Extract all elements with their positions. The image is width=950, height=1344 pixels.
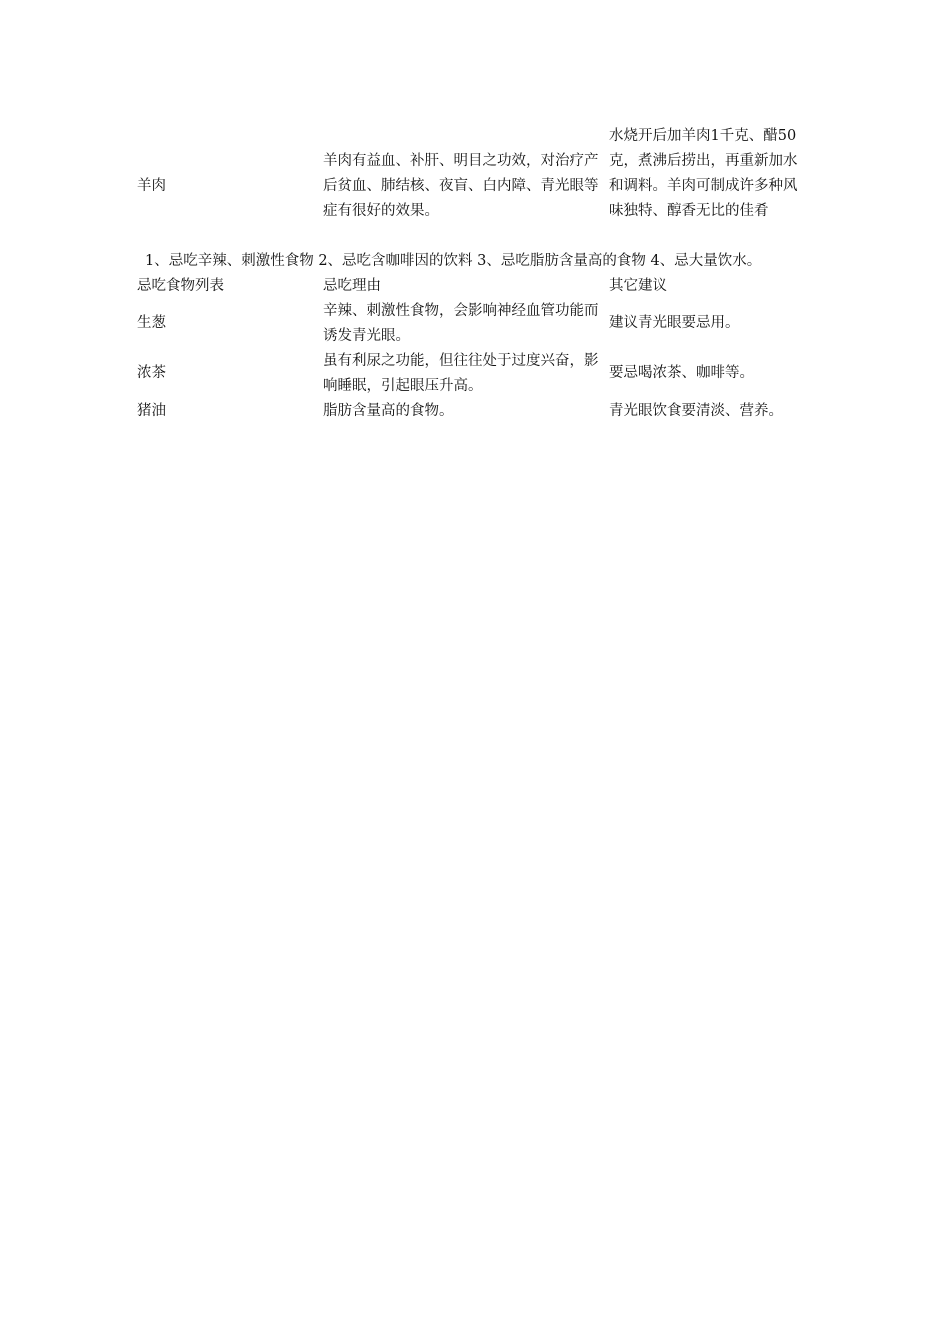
table-row-reason: 脂肪含量高的食物。 — [323, 403, 454, 419]
food-name-mutton: 羊肉 — [137, 178, 166, 194]
table-row-advice: 青光眼饮食要清淡、营养。 — [609, 403, 783, 419]
table-header-reason: 忌吃理由 — [323, 278, 381, 294]
cooking-method-text: 水烧开后加羊肉1千克、醋50克，煮沸后捞出，再重新加水和调料。羊肉可制成许多种风味独特、醇香无比的佳肴 — [609, 128, 798, 219]
table-row-advice: 建议青光眼要忌用。 — [609, 315, 740, 331]
table-row-food: 浓茶 — [137, 365, 166, 381]
table-header-food: 忌吃食物列表 — [137, 278, 224, 294]
diet-taboo-summary: 1、忌吃辛辣、刺激性食物 2、忌吃含咖啡因的饮料 3、忌吃脂肪含量高的食物 4、忌大量饮水。 — [145, 253, 762, 269]
table-header-advice: 其它建议 — [609, 278, 667, 294]
table-row-reason: 辛辣、刺激性食物，会影响神经血管功能而诱发青光眼。 — [323, 303, 599, 344]
food-benefit-text: 羊肉有益血、补肝、明目之功效，对治疗产后贫血、肺结核、夜盲、白内障、青光眼等症有很好的效果。 — [323, 153, 599, 219]
table-row-food: 生葱 — [137, 315, 166, 331]
table-row-food: 猪油 — [137, 403, 166, 419]
table-row-advice: 要忌喝浓茶、咖啡等。 — [609, 365, 754, 381]
table-row-reason: 虽有利尿之功能，但往往处于过度兴奋，影响睡眠，引起眼压升高。 — [323, 353, 599, 394]
